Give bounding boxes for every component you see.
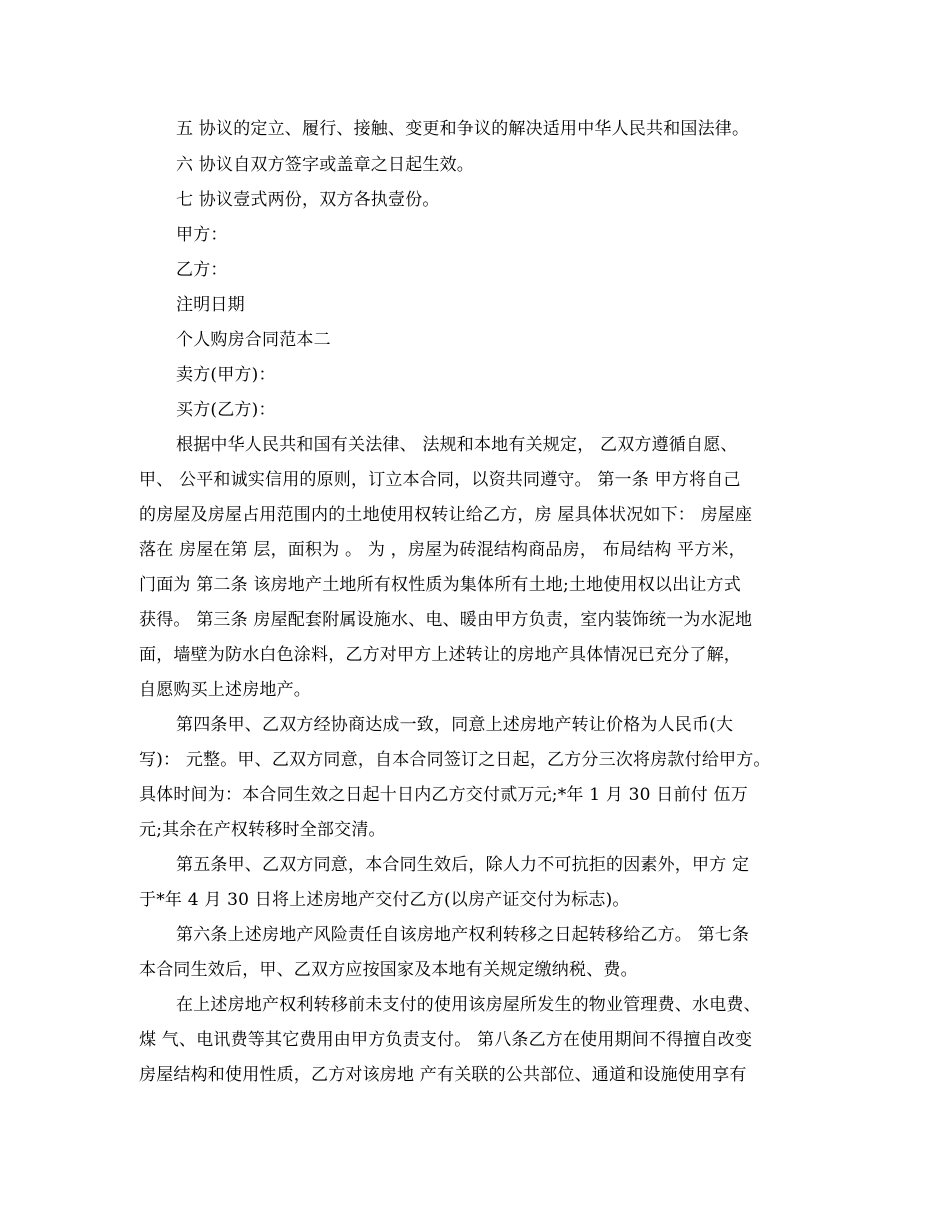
paragraph-line: 写)： 元整。甲、乙双方同意，自本合同签订之日起，乙方分三次将房款付给甲方。 — [139, 750, 771, 770]
paragraph-line: 第四条甲、乙双方经协商达成一致，同意上述房地产转让价格为人民币(大 — [176, 715, 734, 735]
buyer-label: 买方(乙方)： — [176, 400, 276, 420]
paragraph-line: 甲、 公平和诚实信用的原则，订立本合同，以资共同遵守。 第一条 甲方将自己 — [139, 470, 741, 490]
clause-6: 六 协议自双方签字或盖章之日起生效。 — [176, 155, 475, 175]
section-title: 个人购房合同范本二 — [176, 330, 331, 350]
paragraph-line: 房屋结构和使用性质，乙方对该房地 产有关联的公共部位、通道和设施使用享有 — [139, 1065, 747, 1085]
party-a-label: 甲方： — [176, 225, 228, 245]
paragraph-line: 第五条甲、乙双方同意，本合同生效后，除人力不可抗拒的因素外，甲方 定 — [176, 855, 750, 875]
paragraph-line: 在上述房地产权利转移前未支付的使用该房屋所发生的物业管理费、水电费、 — [176, 995, 761, 1015]
paragraph-line: 门面为 第二条 该房地产土地所有权性质为集体所有土地;土地使用权以出让方式 — [139, 575, 741, 595]
seller-label: 卖方(甲方)： — [176, 365, 276, 385]
paragraph-line: 元;其余在产权转移时全部交清。 — [139, 820, 386, 840]
paragraph-line: 落在 房屋在第 层，面积为 。 为 ，房屋为砖混结构商品房， 布局结构 平方米， — [139, 540, 746, 560]
clause-5: 五 协议的定立、履行、接触、变更和争议的解决适用中华人民共和国法律。 — [176, 119, 750, 139]
paragraph-line: 具体时间为：本合同生效之日起十日内乙方交付贰万元;*年 1 月 30 日前付 伍万 — [139, 785, 748, 805]
paragraph-line: 本合同生效后，甲、乙双方应按国家及本地有关规定缴纳税、费。 — [139, 960, 638, 980]
party-b-label: 乙方： — [176, 260, 228, 280]
paragraph-line: 煤 气、电讯费等其它费用由甲方负责支付。 第八条乙方在使用期间不得擅自改变 — [139, 1030, 753, 1050]
clause-7: 七 协议壹式两份，双方各执壹份。 — [176, 190, 440, 210]
paragraph-line: 于*年 4 月 30 日将上述房地产交付乙方(以房产证交付为标志)。 — [139, 890, 630, 910]
paragraph-line: 自愿购买上述房地产。 — [139, 680, 311, 700]
paragraph-line: 获得。 第三条 房屋配套附属设施水、电、暖由甲方负责，室内装饰统一为水泥地 — [139, 610, 753, 630]
paragraph-line: 的房屋及房屋占用范围内的土地使用权转让给乙方，房 屋具体状况如下： 房屋座 — [139, 505, 753, 525]
date-label: 注明日期 — [176, 295, 245, 315]
paragraph-line: 根据中华人民共和国有关法律、 法规和本地有关规定， 乙双方遵循自愿、 — [176, 435, 738, 455]
paragraph-line: 面，墙壁为防水白色涂料，乙方对甲方上述转让的房地产具体情况已充分了解， — [139, 645, 741, 665]
paragraph-line: 第六条上述房地产风险责任自该房地产权利转移之日起转移给乙方。 第七条 — [176, 925, 750, 945]
